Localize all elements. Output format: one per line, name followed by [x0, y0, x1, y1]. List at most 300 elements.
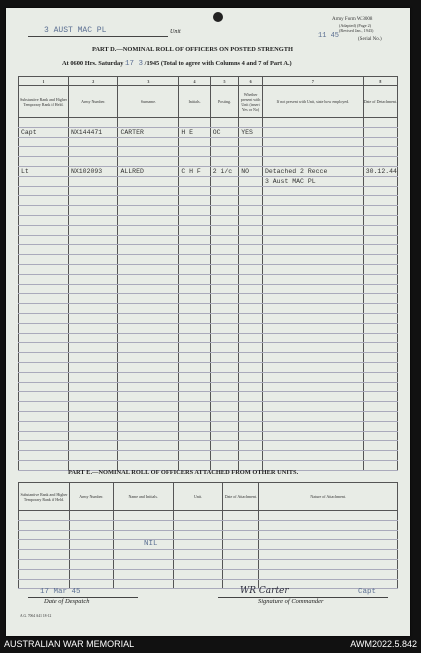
- table-row: [19, 225, 398, 235]
- table-cell: [19, 392, 69, 402]
- table-cell: [118, 441, 179, 451]
- table-cell: [118, 402, 179, 412]
- table-cell: ALLRED: [118, 166, 179, 176]
- table-cell: [69, 530, 113, 540]
- table-cell: [363, 411, 397, 421]
- table-cell: [179, 333, 210, 343]
- table-cell: [118, 186, 179, 196]
- table-row: [19, 520, 398, 530]
- table-row: [19, 245, 398, 255]
- table-cell: [68, 215, 117, 225]
- table-cell: [68, 137, 117, 147]
- table-cell: [113, 579, 173, 589]
- table-cell: [239, 441, 263, 451]
- table-row: [19, 255, 398, 265]
- table-row: [19, 323, 398, 333]
- table-cell: [363, 127, 397, 137]
- table-cell: [179, 255, 210, 265]
- table-cell: [223, 569, 259, 579]
- table-cell: [118, 411, 179, 421]
- table-cell: [179, 118, 210, 128]
- table-cell: [173, 511, 223, 521]
- table-cell: [19, 402, 69, 412]
- table-cell: [210, 176, 239, 186]
- table-cell: [19, 451, 69, 461]
- table-cell: [19, 137, 69, 147]
- table-row: [19, 186, 398, 196]
- table-cell: [363, 255, 397, 265]
- table-cell: [363, 206, 397, 216]
- table-cell: [19, 186, 69, 196]
- table-cell: [363, 215, 397, 225]
- table-cell: [210, 392, 239, 402]
- table-cell: [262, 137, 363, 147]
- table-cell: [118, 147, 179, 157]
- table-cell: [210, 274, 239, 284]
- col-header: Date of Detachment.: [363, 86, 397, 118]
- table-cell: [118, 215, 179, 225]
- table-cell: [262, 147, 363, 157]
- table-row: [19, 550, 398, 560]
- table-cell: [179, 196, 210, 206]
- unit-value: 3 AUST MAC PL: [44, 26, 107, 35]
- table-cell: [262, 451, 363, 461]
- table-cell: Lt: [19, 166, 69, 176]
- table-cell: [210, 255, 239, 265]
- col-header: Date of Attachment.: [223, 483, 259, 511]
- table-cell: 2 i/c: [210, 166, 239, 176]
- table-cell: [239, 333, 263, 343]
- table-cell: [19, 196, 69, 206]
- table-cell: [239, 137, 263, 147]
- table-cell: [239, 323, 263, 333]
- table-cell: [363, 284, 397, 294]
- table-cell: [363, 274, 397, 284]
- table-cell: [179, 284, 210, 294]
- serial-value: 11 45: [318, 32, 340, 40]
- table-cell: [259, 569, 398, 579]
- table-cell: [118, 431, 179, 441]
- table-cell: [113, 559, 173, 569]
- serial-label: (Serial No.): [358, 37, 382, 42]
- col-header: Nature of Attachment.: [259, 483, 398, 511]
- table-cell: [68, 255, 117, 265]
- table-cell: [68, 392, 117, 402]
- table-cell: [363, 147, 397, 157]
- table-cell: [262, 215, 363, 225]
- table-cell: [179, 382, 210, 392]
- table-cell: [210, 225, 239, 235]
- table-cell: [262, 127, 363, 137]
- table-cell: [262, 157, 363, 167]
- table-cell: [68, 225, 117, 235]
- table-cell: [262, 264, 363, 274]
- table-cell: [210, 215, 239, 225]
- table-cell: [262, 284, 363, 294]
- col-header: Unit.: [173, 483, 223, 511]
- table-cell: [363, 137, 397, 147]
- table-cell: [68, 362, 117, 372]
- table-cell: [69, 540, 113, 550]
- table-cell: [259, 559, 398, 569]
- despatch-date: 17 Mar 45: [40, 588, 81, 596]
- table-cell: CARTER: [118, 127, 179, 137]
- table-cell: [118, 333, 179, 343]
- table-cell: [262, 206, 363, 216]
- table-cell: [363, 118, 397, 128]
- col-num: 5: [210, 77, 239, 86]
- table-cell: [262, 353, 363, 363]
- table-cell: [363, 264, 397, 274]
- col-header: Whether present with Unit (insert Yes or No): [239, 86, 263, 118]
- table-cell: [363, 460, 397, 470]
- table-cell: [223, 520, 259, 530]
- table-cell: [210, 118, 239, 128]
- table-cell: [173, 540, 223, 550]
- table-cell: [68, 186, 117, 196]
- table-cell: [210, 343, 239, 353]
- table-cell: H E: [179, 127, 210, 137]
- table-cell: [239, 362, 263, 372]
- table-cell: [118, 245, 179, 255]
- table-cell: [239, 353, 263, 363]
- table-row: [19, 540, 398, 550]
- table-cell: [210, 372, 239, 382]
- table-cell: [262, 255, 363, 265]
- table-cell: [210, 284, 239, 294]
- table-cell: [179, 343, 210, 353]
- table-cell: [69, 511, 113, 521]
- table-cell: [118, 284, 179, 294]
- table-cell: [363, 245, 397, 255]
- table-cell: [210, 333, 239, 343]
- table-cell: [210, 411, 239, 421]
- table-row: [19, 382, 398, 392]
- table-row: [19, 372, 398, 382]
- table-cell: [363, 451, 397, 461]
- table-cell: [19, 421, 69, 431]
- table-cell: [118, 264, 179, 274]
- table-row: [19, 511, 398, 521]
- table-cell: [262, 441, 363, 451]
- table-cell: [239, 343, 263, 353]
- table-row: [19, 362, 398, 372]
- table-row: [19, 235, 398, 245]
- table-cell: [113, 530, 173, 540]
- table-cell: [262, 304, 363, 314]
- table-row: [19, 118, 398, 128]
- table-cell: [239, 245, 263, 255]
- table-cell: [239, 264, 263, 274]
- table-cell: [262, 186, 363, 196]
- table-cell: [179, 323, 210, 333]
- table-cell: [173, 530, 223, 540]
- table-cell: [210, 402, 239, 412]
- table-row: [19, 559, 398, 569]
- table-cell: [262, 245, 363, 255]
- table-cell: [118, 294, 179, 304]
- table-cell: [173, 579, 223, 589]
- part-d-table: [18, 76, 398, 471]
- signature-label: Signature of Commander: [258, 598, 324, 605]
- table-row: [19, 157, 398, 167]
- archive-footer: [0, 637, 421, 653]
- col-num: 2: [68, 77, 117, 86]
- table-cell: [179, 372, 210, 382]
- table-row: [19, 441, 398, 451]
- table-cell: [259, 511, 398, 521]
- table-cell: [262, 411, 363, 421]
- table-cell: [179, 157, 210, 167]
- table-cell: [118, 323, 179, 333]
- table-cell: [19, 540, 70, 550]
- table-cell: [19, 441, 69, 451]
- table-cell: [363, 304, 397, 314]
- table-cell: [210, 147, 239, 157]
- footer-right: AWM2022.5.842: [350, 639, 417, 649]
- table-cell: [68, 421, 117, 431]
- table-row: [19, 264, 398, 274]
- table-cell: [262, 402, 363, 412]
- table-cell: [179, 147, 210, 157]
- table-row: [19, 431, 398, 441]
- table-cell: [262, 392, 363, 402]
- table-row: [19, 147, 398, 157]
- table-cell: [68, 333, 117, 343]
- form-revised: (Revised Jan., 1943): [339, 28, 374, 33]
- table-cell: [19, 362, 69, 372]
- table-row: [19, 304, 398, 314]
- form-adapted: (Adapted) (Page 2): [339, 23, 372, 28]
- table-cell: [239, 235, 263, 245]
- table-cell: [239, 451, 263, 461]
- table-cell: [69, 520, 113, 530]
- commander-rank: Capt: [358, 588, 377, 596]
- table-cell: [223, 530, 259, 540]
- table-cell: [363, 333, 397, 343]
- table-cell: [118, 353, 179, 363]
- table-cell: [262, 225, 363, 235]
- at-line-prefix: At 0600 Hrs. Saturday: [62, 60, 124, 67]
- table-cell: [118, 157, 179, 167]
- table-cell: [19, 255, 69, 265]
- col-header: Initials.: [179, 86, 210, 118]
- table-cell: [113, 569, 173, 579]
- table-cell: 30.12.44: [363, 166, 397, 176]
- table-cell: [239, 176, 263, 186]
- table-row: [19, 176, 398, 186]
- table-row: [19, 294, 398, 304]
- table-row: [19, 353, 398, 363]
- table-cell: [118, 343, 179, 353]
- table-cell: [68, 372, 117, 382]
- table-cell: [19, 206, 69, 216]
- table-row: [19, 411, 398, 421]
- table-cell: [179, 353, 210, 363]
- table-row: [19, 137, 398, 147]
- table-cell: [68, 441, 117, 451]
- table-cell: [19, 411, 69, 421]
- table-cell: [210, 264, 239, 274]
- table-cell: YES: [239, 127, 263, 137]
- table-cell: [19, 550, 70, 560]
- table-row: [19, 569, 398, 579]
- table-cell: [363, 372, 397, 382]
- table-cell: [118, 176, 179, 186]
- table-cell: [173, 569, 223, 579]
- table-cell: [19, 176, 69, 186]
- table-cell: [363, 294, 397, 304]
- table-row: [19, 166, 398, 176]
- col-header: If not present with Unit, state how employed.: [262, 86, 363, 118]
- table-cell: [19, 372, 69, 382]
- table-cell: [363, 362, 397, 372]
- table-cell: [19, 215, 69, 225]
- table-cell: [363, 382, 397, 392]
- table-cell: [239, 225, 263, 235]
- table-cell: [118, 362, 179, 372]
- table-cell: [19, 343, 69, 353]
- table-cell: [179, 137, 210, 147]
- table-cell: [239, 372, 263, 382]
- table-cell: [239, 421, 263, 431]
- table-cell: [179, 362, 210, 372]
- table-cell: [363, 225, 397, 235]
- table-cell: [223, 559, 259, 569]
- table-cell: [179, 274, 210, 284]
- table-cell: [210, 206, 239, 216]
- table-cell: [179, 313, 210, 323]
- table-cell: [179, 206, 210, 216]
- footer-left: AUSTRALIAN WAR MEMORIAL: [4, 639, 135, 649]
- table-cell: [363, 186, 397, 196]
- col-header: Name and Initials.: [113, 483, 173, 511]
- table-cell: [19, 520, 70, 530]
- table-cell: [113, 550, 173, 560]
- table-cell: [262, 372, 363, 382]
- col-header: Substantive Rank and Higher Temporary Rank if Held.: [19, 483, 70, 511]
- table-cell: [68, 294, 117, 304]
- table-cell: [68, 206, 117, 216]
- table-cell: [239, 284, 263, 294]
- table-cell: [173, 550, 223, 560]
- table-cell: [239, 411, 263, 421]
- table-cell: [68, 264, 117, 274]
- table-cell: [118, 255, 179, 265]
- table-cell: [179, 225, 210, 235]
- table-cell: [68, 118, 117, 128]
- table-cell: [363, 313, 397, 323]
- part-d-title: PART D.—NOMINAL ROLL OF OFFICERS ON POSTED STRENGTH: [92, 46, 293, 53]
- table-row: [19, 402, 398, 412]
- table-row: [19, 284, 398, 294]
- table-cell: [210, 196, 239, 206]
- table-cell: NX144471: [68, 127, 117, 137]
- table-cell: [239, 118, 263, 128]
- table-cell: [68, 343, 117, 353]
- table-cell: [19, 353, 69, 363]
- table-cell: [223, 540, 259, 550]
- table-cell: [118, 451, 179, 461]
- table-cell: [19, 333, 69, 343]
- col-header: Surname.: [118, 86, 179, 118]
- table-cell: [259, 550, 398, 560]
- table-cell: [118, 118, 179, 128]
- table-cell: [239, 392, 263, 402]
- table-cell: [363, 353, 397, 363]
- col-header: Army Number.: [68, 86, 117, 118]
- table-cell: [210, 431, 239, 441]
- table-cell: [262, 421, 363, 431]
- part-e-title: PART E.—NOMINAL ROLL OF OFFICERS ATTACHED FROM OTHER UNITS.: [68, 469, 299, 476]
- table-cell: [262, 431, 363, 441]
- table-row: [19, 274, 398, 284]
- table-cell: [68, 431, 117, 441]
- col-header: Posting.: [210, 86, 239, 118]
- table-cell: [68, 284, 117, 294]
- table-cell: [113, 520, 173, 530]
- table-cell: [19, 118, 69, 128]
- table-cell: [259, 520, 398, 530]
- table-cell: [118, 382, 179, 392]
- table-cell: [68, 176, 117, 186]
- table-cell: [173, 520, 223, 530]
- table-cell: [363, 176, 397, 186]
- table-cell: [179, 176, 210, 186]
- table-row: [19, 313, 398, 323]
- table-cell: [19, 304, 69, 314]
- table-cell: [262, 343, 363, 353]
- table-cell: [68, 157, 117, 167]
- table-row: [19, 421, 398, 431]
- table-cell: [19, 235, 69, 245]
- table-cell: [19, 559, 70, 569]
- table-cell: [363, 343, 397, 353]
- table-cell: [19, 382, 69, 392]
- table-cell: [118, 372, 179, 382]
- table-cell: [363, 157, 397, 167]
- table-cell: [118, 392, 179, 402]
- table-cell: [179, 186, 210, 196]
- table-cell: [210, 451, 239, 461]
- table-cell: [19, 264, 69, 274]
- table-cell: [118, 313, 179, 323]
- table-row: [19, 127, 398, 137]
- table-cell: [210, 353, 239, 363]
- unit-label: Unit: [170, 29, 181, 35]
- part-e-table: [18, 482, 398, 589]
- col-num: 8: [363, 77, 397, 86]
- table-cell: [118, 235, 179, 245]
- table-cell: [210, 186, 239, 196]
- table-cell: [69, 550, 113, 560]
- table-cell: [363, 431, 397, 441]
- table-cell: [262, 323, 363, 333]
- table-cell: [68, 245, 117, 255]
- table-row: [19, 343, 398, 353]
- table-cell: [179, 245, 210, 255]
- table-cell: [239, 382, 263, 392]
- table-cell: [179, 402, 210, 412]
- table-cell: [239, 274, 263, 284]
- table-cell: [19, 313, 69, 323]
- table-cell: [239, 206, 263, 216]
- despatch-label: Date of Despatch: [44, 598, 90, 605]
- table-cell: [19, 157, 69, 167]
- table-cell: [223, 550, 259, 560]
- printer-code: A.G. 7064 A41 18-12: [20, 614, 52, 618]
- table-cell: [210, 382, 239, 392]
